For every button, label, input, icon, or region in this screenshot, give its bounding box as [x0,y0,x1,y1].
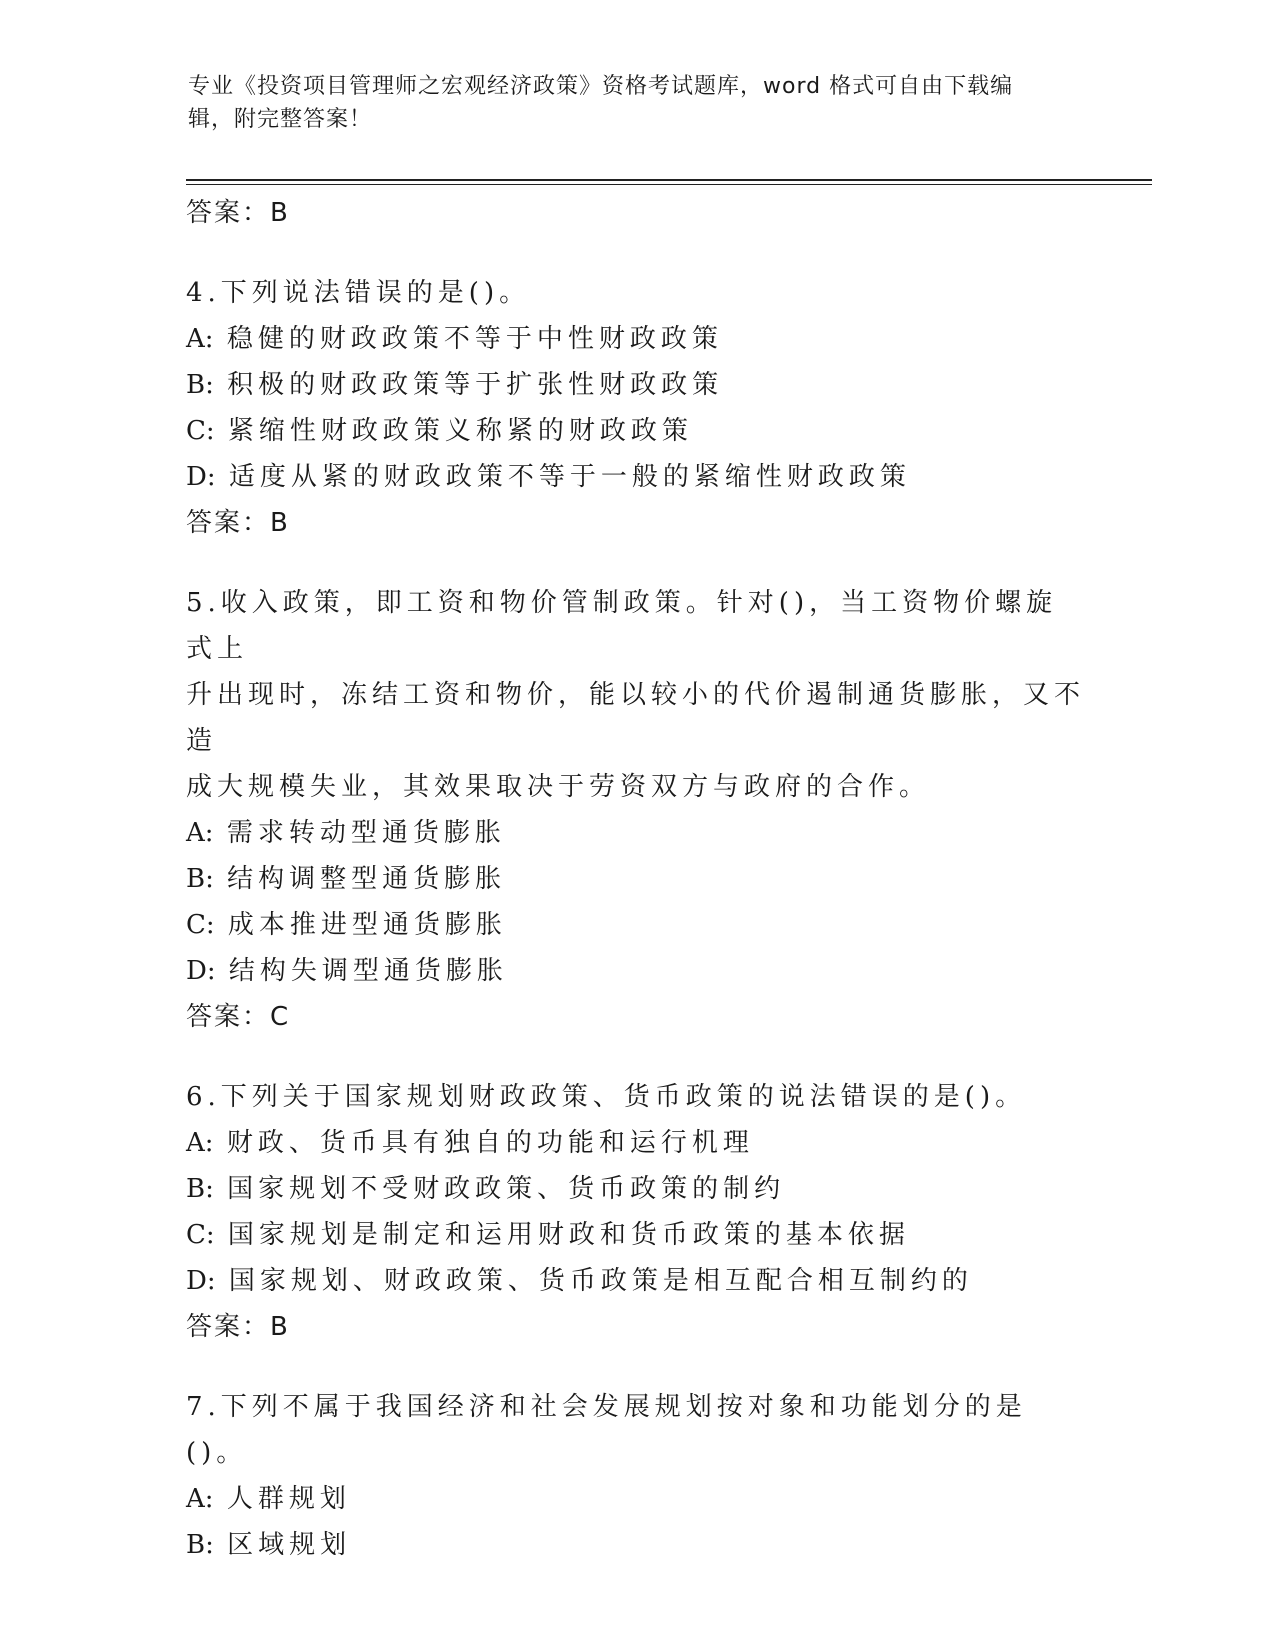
answer-line: 答案：B [186,508,290,538]
option-b [186,362,1086,408]
option-text: 国家规划是制定和运用财政和货币政策的基本依据 [227,1220,910,1250]
header-rule-thick [186,179,1152,181]
answer-line: 答案：C [186,1002,291,1032]
option-c [186,902,1086,948]
answer-line: 答案：B [186,198,290,228]
option-text: 国家规划不受财政政策、货币政策的制约 [227,1174,786,1204]
option-label: B: [186,864,214,894]
option-b [186,1522,1086,1568]
spacer [186,236,1086,270]
option-label: C: [186,416,215,446]
option-c [186,408,1086,454]
option-label: D: [186,1266,216,1296]
option-label: A: [186,1484,214,1514]
option-label: B: [186,1530,214,1560]
answer-line: 答案：B [186,1312,290,1342]
question-5 [186,580,1086,1040]
spacer [186,546,1086,580]
option-label: D: [186,462,216,492]
option-d [186,948,1086,994]
option-text: 人群规划 [226,1484,351,1514]
option-text: 国家规划、财政政策、货币政策是相互配合相互制约的 [228,1266,973,1296]
spacer [186,1350,1086,1384]
header-line-1: 专业《投资项目管理师之宏观经济政策》资格考试题库，word 格式可自由下载编 [188,74,1014,99]
option-b [186,1166,1086,1212]
option-label: D: [186,956,216,986]
document-body [186,190,1086,1568]
option-text: 积极的财政政策等于扩张性财政政策 [227,370,724,400]
header-line-2: 辑，附完整答案！ [188,107,373,132]
question-7 [186,1384,1086,1568]
option-label: A: [186,1128,214,1158]
option-a [186,1120,1086,1166]
option-text: 结构调整型通货膨胀 [227,864,507,894]
option-text: 结构失调型通货膨胀 [228,956,508,986]
option-b [186,856,1086,902]
option-text: 适度从紧的财政政策不等于一般的紧缩性财政政策 [228,462,911,492]
option-label: A: [186,818,214,848]
option-a [186,1476,1086,1522]
question-stem-line-2: 升出现时，冻结工资和物价，能以较小的代价遏制通货膨胀，又不造 [186,680,1086,756]
option-text: 稳健的财政政策不等于中性财政政策 [226,324,723,354]
option-text: 需求转动型通货膨胀 [226,818,506,848]
option-d [186,1258,1086,1304]
option-label: A: [186,324,214,354]
option-d [186,454,1086,500]
option-text: 成本推进型通货膨胀 [227,910,507,940]
option-a [186,810,1086,856]
question-stem: 4.下列说法错误的是()。 [186,278,531,308]
option-c [186,1212,1086,1258]
option-text: 紧缩性财政政策义称紧的财政政策 [227,416,693,446]
question-stem-line-1: 5.收入政策，即工资和物价管制政策。针对()，当工资物价螺旋式上 [186,588,1058,664]
question-4 [186,270,1086,546]
header-rule-thin [186,184,1152,185]
question-stem: 6.下列关于国家规划财政政策、货币政策的说法错误的是()。 [186,1082,1027,1112]
question-stem-line-3: 成大规模失业，其效果取决于劳资双方与政府的合作。 [186,772,931,802]
option-text: 区域规划 [227,1530,352,1560]
question-6 [186,1074,1086,1350]
option-a [186,316,1086,362]
spacer [186,1040,1086,1074]
option-label: B: [186,1174,214,1204]
document-header [188,70,1068,136]
option-label: C: [186,910,215,940]
option-label: C: [186,1220,215,1250]
option-label: B: [186,370,214,400]
question-stem: 7.下列不属于我国经济和社会发展规划按对象和功能划分的是()。 [186,1392,1027,1468]
option-text: 财政、货币具有独自的功能和运行机理 [226,1128,754,1158]
